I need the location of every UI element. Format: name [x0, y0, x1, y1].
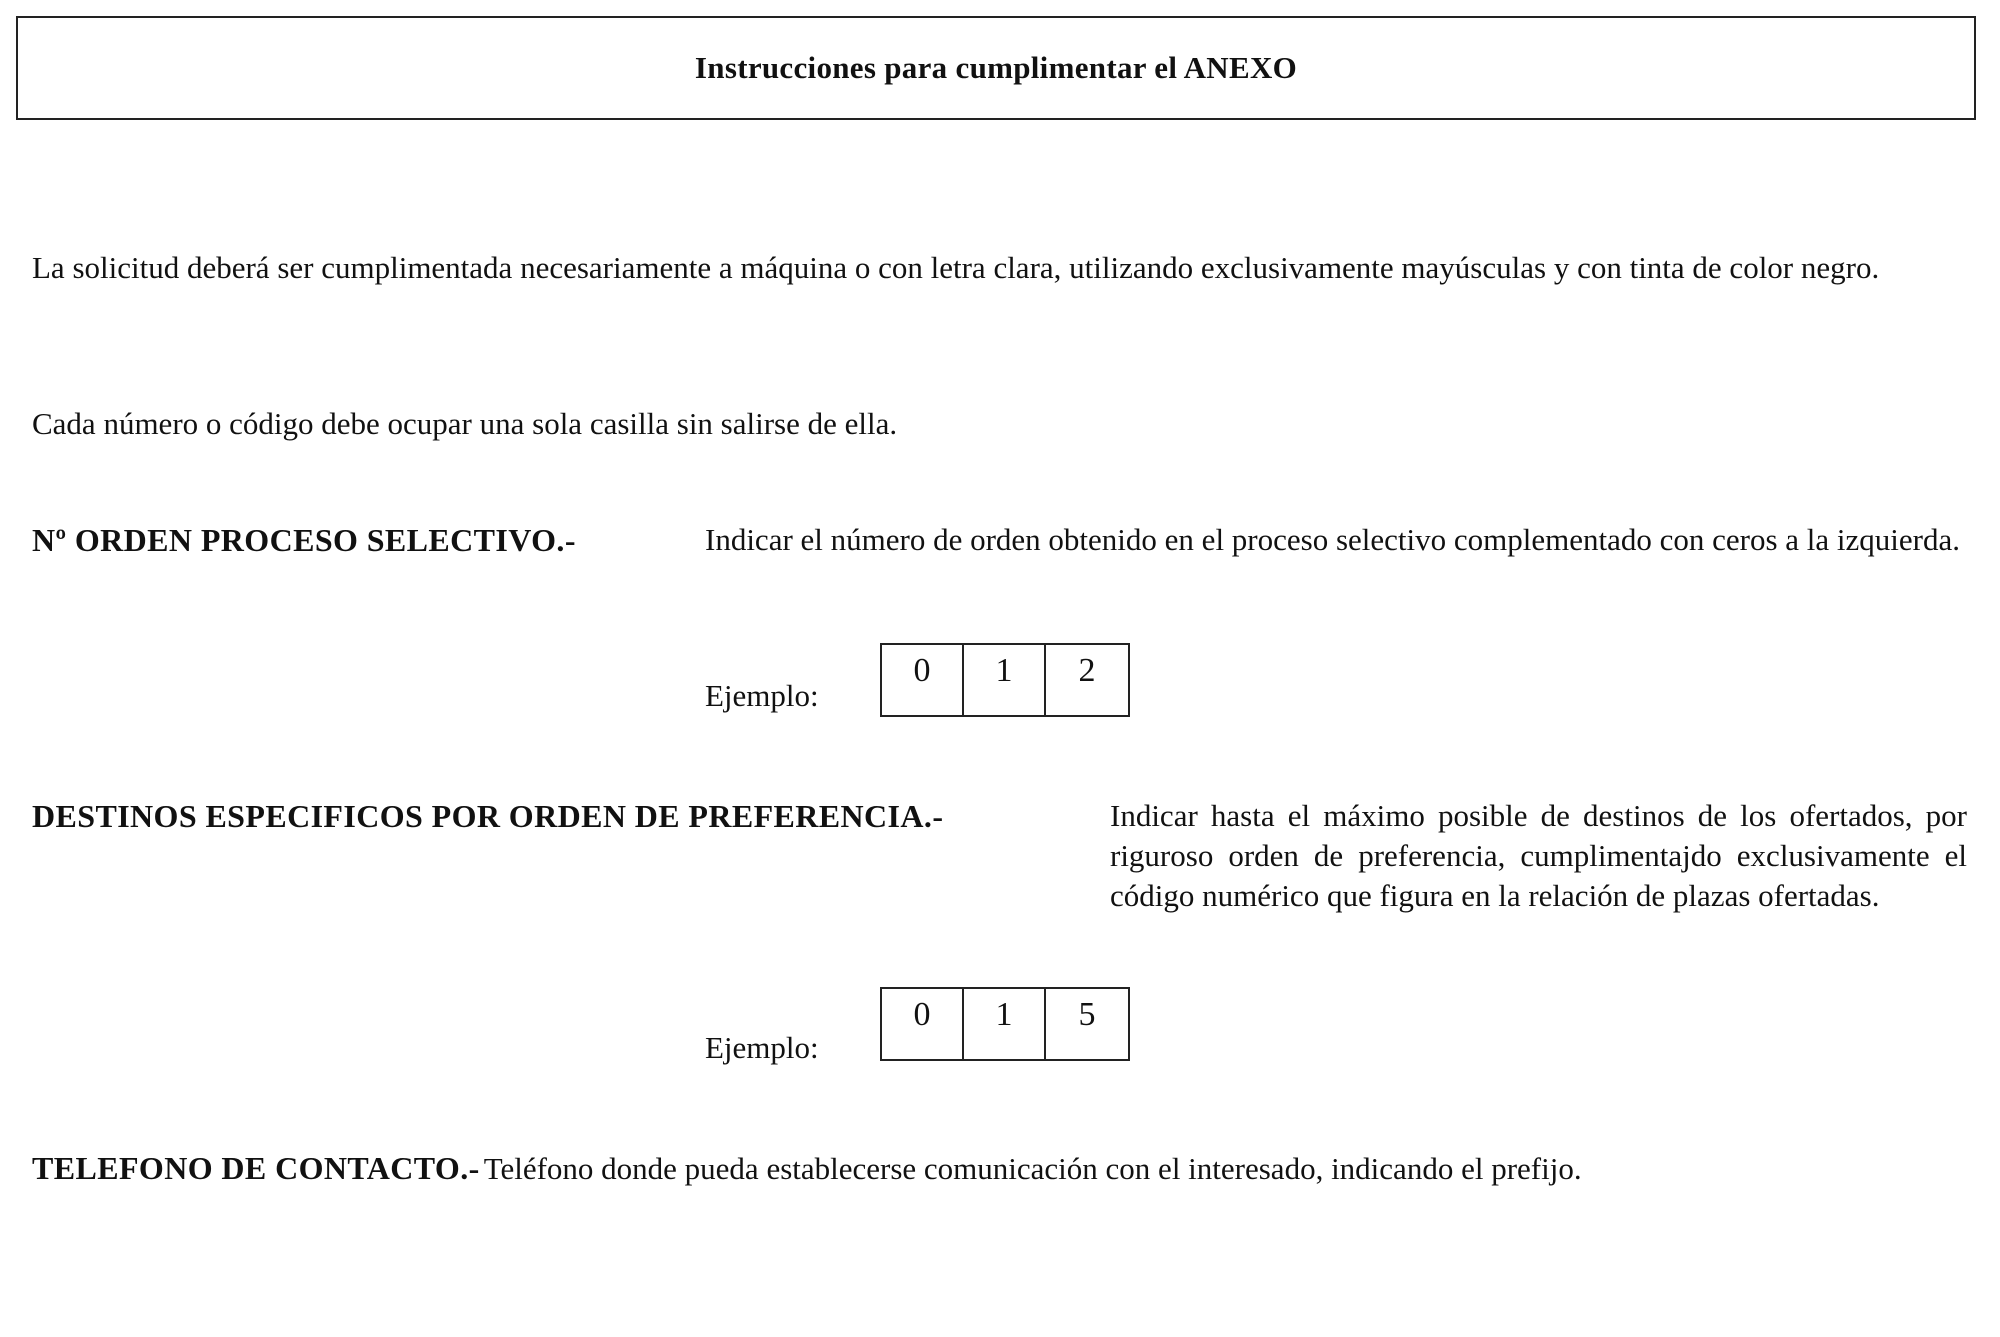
- orden-example-label: Ejemplo:: [705, 678, 819, 713]
- title-box: [16, 16, 1976, 120]
- page-title: Instrucciones para cumplimentar el ANEXO: [694, 50, 1298, 85]
- telefono-line: [32, 1148, 1582, 1195]
- destinos-example-box-3: [1046, 989, 1128, 1059]
- intro-paragraph-cells: Cada número o código debe ocupar una sola casilla sin salirse de ella.: [32, 406, 898, 441]
- destinos-example-box-2: [964, 989, 1046, 1059]
- orden-example-digit-1: 0: [913, 652, 931, 689]
- orden-example-digit-2: 1: [995, 652, 1013, 689]
- orden-heading: Nº ORDEN PROCESO SELECTIVO.-: [32, 522, 576, 558]
- intro-paragraph-ink: La solicitud deberá ser cumplimentada necesariamente a máquina o con letra clara, utilizando exclusivamente mayúsculas y con tinta de color negro.: [32, 250, 1880, 285]
- destinos-description: Indicar hasta el máximo posible de destinos de los ofertados, por riguroso orden de preferencia, cumplimentajdo exclusivamente el código numérico que figura en la relación de plazas ofertadas.: [1110, 798, 1967, 913]
- destinos-heading: DESTINOS ESPECIFICOS POR ORDEN DE PREFERENCIA.-: [32, 798, 944, 834]
- orden-example-box-3: [1046, 645, 1128, 715]
- destinos-example-box-1: [882, 989, 964, 1059]
- telefono-description: Teléfono donde pueda establecerse comunicación con el interesado, indicando el prefijo.: [483, 1151, 1582, 1186]
- orden-example-box-1: [882, 645, 964, 715]
- destinos-example-digit-2: 1: [995, 996, 1013, 1033]
- orden-description: Indicar el número de orden obtenido en el proceso selectivo complementado con ceros a la izquierda.: [705, 522, 1961, 557]
- telefono-heading: TELEFONO DE CONTACTO.-: [32, 1150, 480, 1186]
- destinos-example-label: Ejemplo:: [705, 1030, 819, 1065]
- orden-example-digit-3: 2: [1078, 652, 1096, 689]
- orden-example-boxes: [880, 643, 1130, 717]
- destinos-example-digit-1: 0: [913, 996, 931, 1033]
- destinos-example-digit-3: 5: [1078, 996, 1096, 1033]
- destinos-example-boxes: [880, 987, 1130, 1061]
- orden-example-box-2: [964, 645, 1046, 715]
